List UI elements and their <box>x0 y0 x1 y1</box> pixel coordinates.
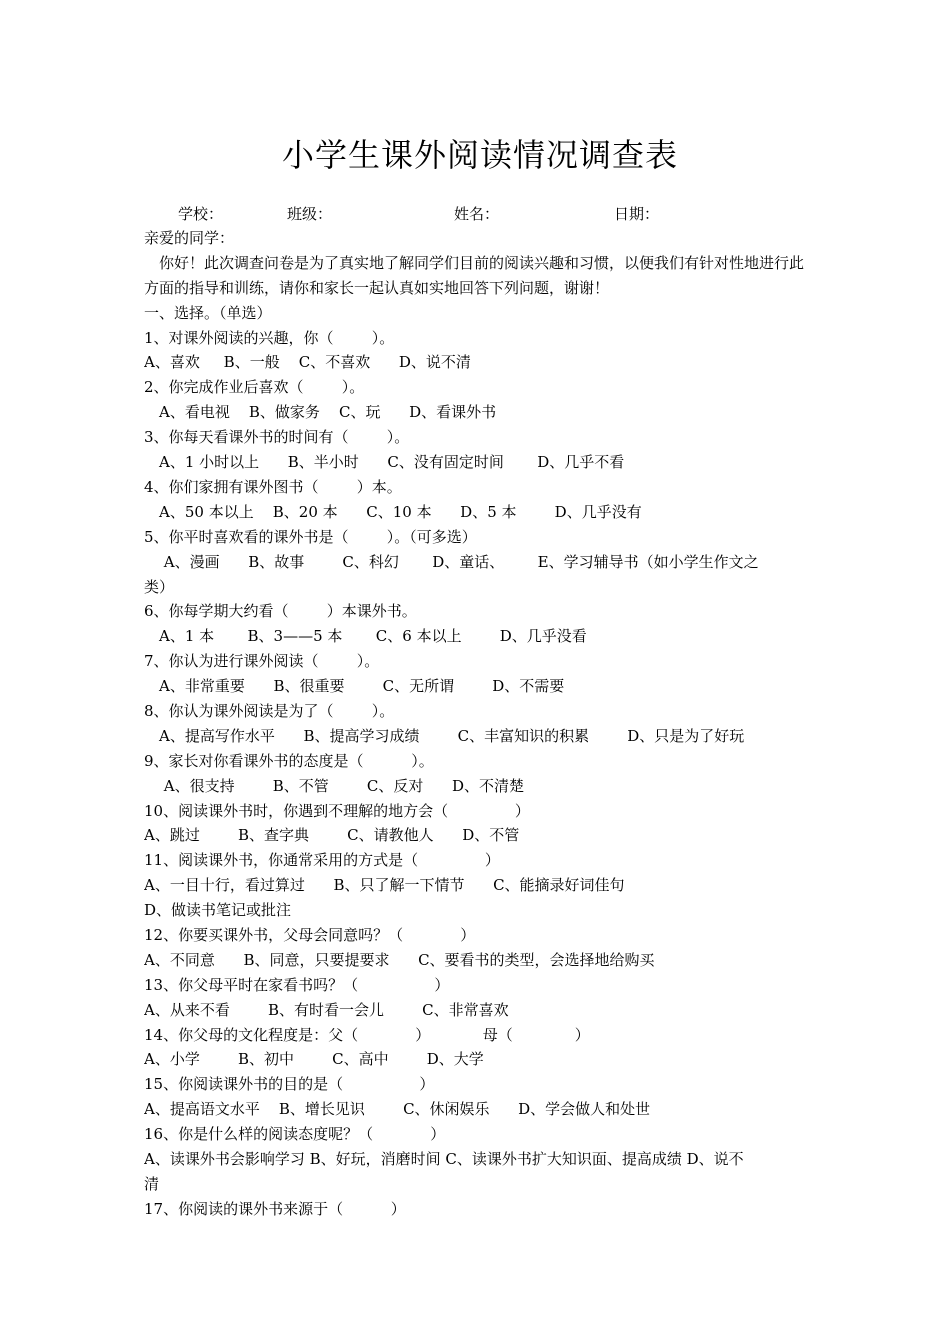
page-title: 小学生课外阅读情况调查表 <box>281 136 678 174</box>
school-label: 学校： <box>178 205 224 223</box>
question-line: A、很支持 B、不管 C、反对 D、不清楚 <box>159 776 525 795</box>
question-line: A、1 本 B、3——5 本 C、6 本以上 D、几乎没看 <box>159 627 587 646</box>
question-line: A、提高写作水平 B、提高学习成绩 C、丰富知识的积累 D、只是为了好玩 <box>159 726 745 745</box>
question-line: A、非常重要 B、很重要 C、无所谓 D、不需要 <box>159 677 565 696</box>
question-line: A、50 本以上 B、20 本 C、10 本 D、5 本 D、几乎没有 <box>159 502 642 521</box>
question-list <box>144 326 812 1222</box>
question-line: A、跳过 B、查字典 C、请教他人 D、不管 <box>144 826 520 845</box>
question-line: 12、你要买课外书，父母会同意吗？（ ） <box>144 925 476 944</box>
question-line: A、从来不看 B、有时看一会儿 C、非常喜欢 <box>144 1000 509 1019</box>
question-line: 8、你认为课外阅读是为了（ ）。 <box>144 701 395 720</box>
question-line: 16、你是什么样的阅读态度呢？（ ） <box>144 1125 446 1144</box>
question-line: 2、你完成作业后喜欢（ ）。 <box>144 378 365 397</box>
question-line: A、漫画 B、故事 C、科幻 D、童话、 E、学习辅导书（如小学生作文之 <box>159 552 759 571</box>
question-line: 4、你们家拥有课外图书（ ）本。 <box>144 477 402 496</box>
question-line: 17、你阅读的课外书来源于（ ） <box>144 1199 406 1218</box>
question-line: 13、你父母平时在家看书吗？（ ） <box>144 975 450 994</box>
question-line: A、小学 B、初中 C、高中 D、大学 <box>144 1050 484 1069</box>
question-line: 1、对课外阅读的兴趣，你（ ）。 <box>144 328 395 347</box>
question-line: 3、你每天看课外书的时间有（ ）。 <box>144 428 410 447</box>
question-line: A、读课外书会影响学习 B、好玩，消磨时间 C、读课外书扩大知识面、提高成绩 D、说不 <box>144 1149 744 1168</box>
question-line: 7、你认为进行课外阅读（ ）。 <box>144 652 380 671</box>
question-line: 6、你每学期大约看（ ）本课外书。 <box>144 602 417 621</box>
question-line: 9、家长对你看课外书的态度是（ ）。 <box>144 751 434 770</box>
section-heading: 一、选择。（单选） <box>144 303 272 322</box>
date-label: 日期： <box>614 205 660 223</box>
question-line: 11、阅读课外书，你通常采用的方式是（ ） <box>144 851 500 870</box>
intro-paragraph: 你好！此次调查问卷是为了真实地了解同学们目前的阅读兴趣和习惯，以便我们有针对性地进行此方面的指导和训练，请你和家长一起认真如实地回答下列问题，谢谢！ <box>144 253 805 297</box>
question-line: 5、你平时喜欢看的课外书是（ ）。（可多选） <box>144 527 477 546</box>
question-line: A、喜欢 B、一般 C、不喜欢 D、说不清 <box>144 353 471 372</box>
question-line: A、提高语文水平 B、增长见识 C、休闲娱乐 D、学会做人和处世 <box>144 1100 651 1119</box>
question-line: 15、你阅读课外书的目的是（ ） <box>144 1075 435 1094</box>
question-line: D、做读书笔记或批注 <box>144 901 292 920</box>
question-line: 类） <box>144 577 175 596</box>
greeting: 亲爱的同学： <box>144 229 235 247</box>
question-line: A、不同意 B、同意，只要提要求 C、要看书的类型，会选择地给购买 <box>144 950 655 969</box>
question-line: 清 <box>144 1174 160 1193</box>
class-label: 班级： <box>287 205 333 223</box>
info-row <box>0 203 950 225</box>
name-label: 姓名： <box>454 205 500 223</box>
question-line: 10、阅读课外书时，你遇到不理解的地方会（ ） <box>144 801 530 820</box>
questionnaire-body <box>144 226 812 1222</box>
question-line: A、1 小时以上 B、半小时 C、没有固定时间 D、几乎不看 <box>159 453 625 472</box>
question-line: A、一目十行，看过算过 B、只了解一下情节 C、能摘录好词佳句 <box>144 876 625 895</box>
question-line: A、看电视 B、做家务 C、玩 D、看课外书 <box>159 403 497 422</box>
question-line: 14、你父母的文化程度是：父（ ） 母（ ） <box>144 1025 590 1044</box>
